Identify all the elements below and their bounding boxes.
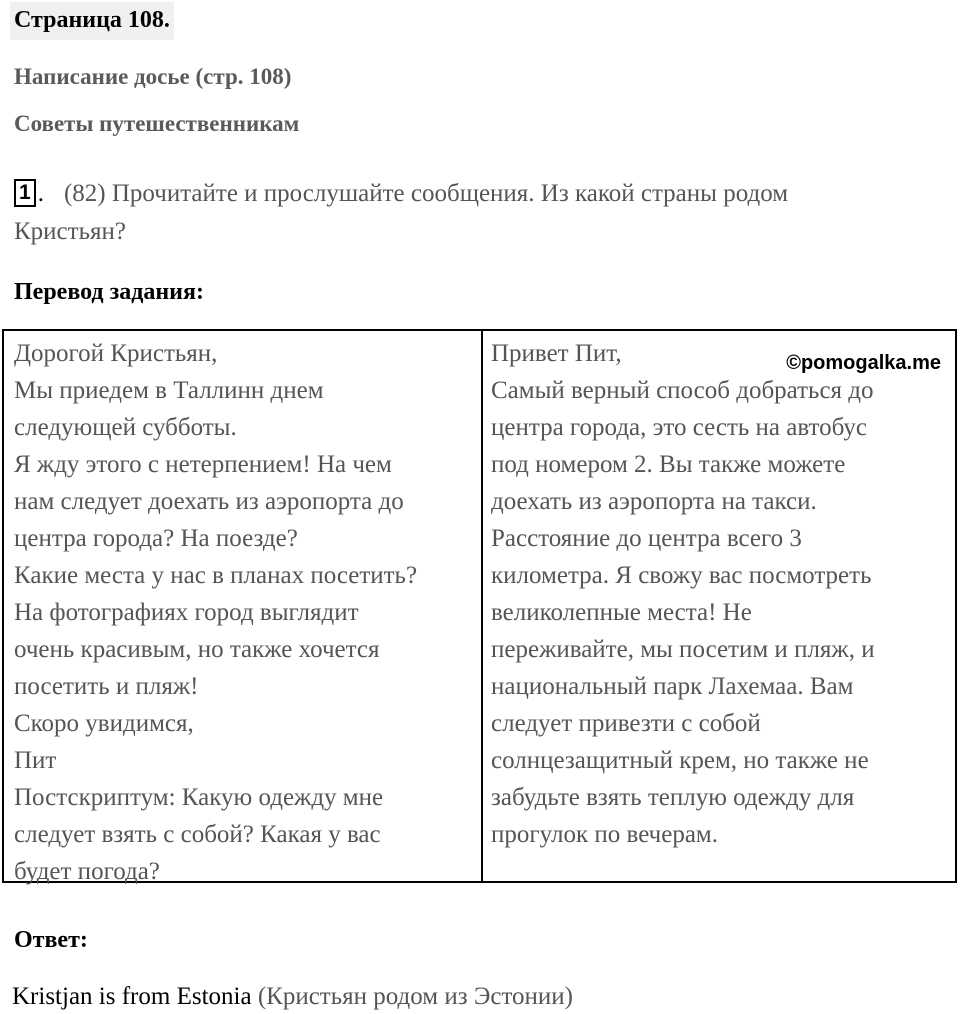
task-number: 1 bbox=[14, 179, 36, 207]
letter-line: Мы приедем в Таллинн днем bbox=[14, 377, 324, 404]
letter-line: великолепные места! Не bbox=[491, 599, 752, 626]
letter-kristjan bbox=[491, 335, 953, 853]
task-text-line2: Кристьян? bbox=[14, 218, 126, 245]
letter-line: центра города, это сесть на автобус bbox=[491, 414, 867, 441]
letter-line: под номером 2. Вы также можете bbox=[491, 451, 846, 478]
letter-line: следует привезти с собой bbox=[491, 710, 761, 737]
letter-line: километра. Я свожу вас посмотреть bbox=[491, 562, 872, 589]
letter-line: забудьте взять теплую одежду для bbox=[491, 784, 855, 811]
letter-line: будет погода? bbox=[14, 858, 160, 885]
column-divider bbox=[481, 331, 483, 881]
letter-line: следует взять с собой? Какая у вас bbox=[14, 821, 381, 848]
letter-line: Скоро увидимся, bbox=[14, 710, 194, 737]
answer-english: Kristjan is from Estonia bbox=[12, 983, 252, 1010]
letter-line: переживайте, мы посетим и пляж, и bbox=[491, 636, 875, 663]
letter-line: доехать из аэропорта на такси. bbox=[491, 488, 817, 515]
letter-line: солнцезащитный крем, но также не bbox=[491, 747, 869, 774]
letter-line: Самый верный способ добраться до bbox=[491, 377, 874, 404]
answer-heading: Ответ: bbox=[14, 927, 88, 953]
letter-line: Какие места у нас в планах посетить? bbox=[14, 562, 418, 589]
letter-line: центра города? На поезде? bbox=[14, 525, 298, 552]
letter-line: На фотографиях город выглядит bbox=[14, 599, 359, 626]
answer bbox=[12, 980, 573, 1014]
letter-line: Привет Пит, bbox=[491, 340, 622, 367]
answer-russian: (Кристьян родом из Эстонии) bbox=[257, 983, 573, 1010]
task-number-dot: . bbox=[37, 180, 44, 207]
letter-line: очень красивым, но также хочется bbox=[14, 636, 380, 663]
letter-line: нам следует доехать из аэропорта до bbox=[14, 488, 404, 515]
task-text-line1: (82) Прочитайте и прослушайте сообщения. Из какой страны родом bbox=[63, 180, 789, 207]
subsection-title: Советы путешественникам bbox=[14, 111, 300, 136]
translation-heading: Перевод задания: bbox=[14, 279, 204, 305]
letter-line: Дорогой Кристьян, bbox=[14, 340, 218, 367]
task bbox=[14, 175, 934, 251]
letter-line: следующей субботы. bbox=[14, 414, 237, 441]
letter-line: посетить и пляж! bbox=[14, 673, 199, 700]
letter-line: Расстояние до центра всего 3 bbox=[491, 525, 802, 552]
letter-line: прогулок по вечерам. bbox=[491, 821, 719, 848]
letter-line: национальный парк Лахемаа. Вам bbox=[491, 673, 854, 700]
page-title: Страница 108. bbox=[10, 2, 174, 40]
letter-line: Я жду этого с нетерпением! На чем bbox=[14, 451, 392, 478]
watermark: ©pomogalka.me bbox=[786, 352, 941, 374]
letter-line: Пит bbox=[14, 747, 57, 774]
section-title: Написание досье (стр. 108) bbox=[14, 64, 292, 89]
letter-peter bbox=[14, 335, 476, 890]
letters-table bbox=[2, 329, 957, 883]
letter-line: Постскриптум: Какую одежду мне bbox=[14, 784, 384, 811]
